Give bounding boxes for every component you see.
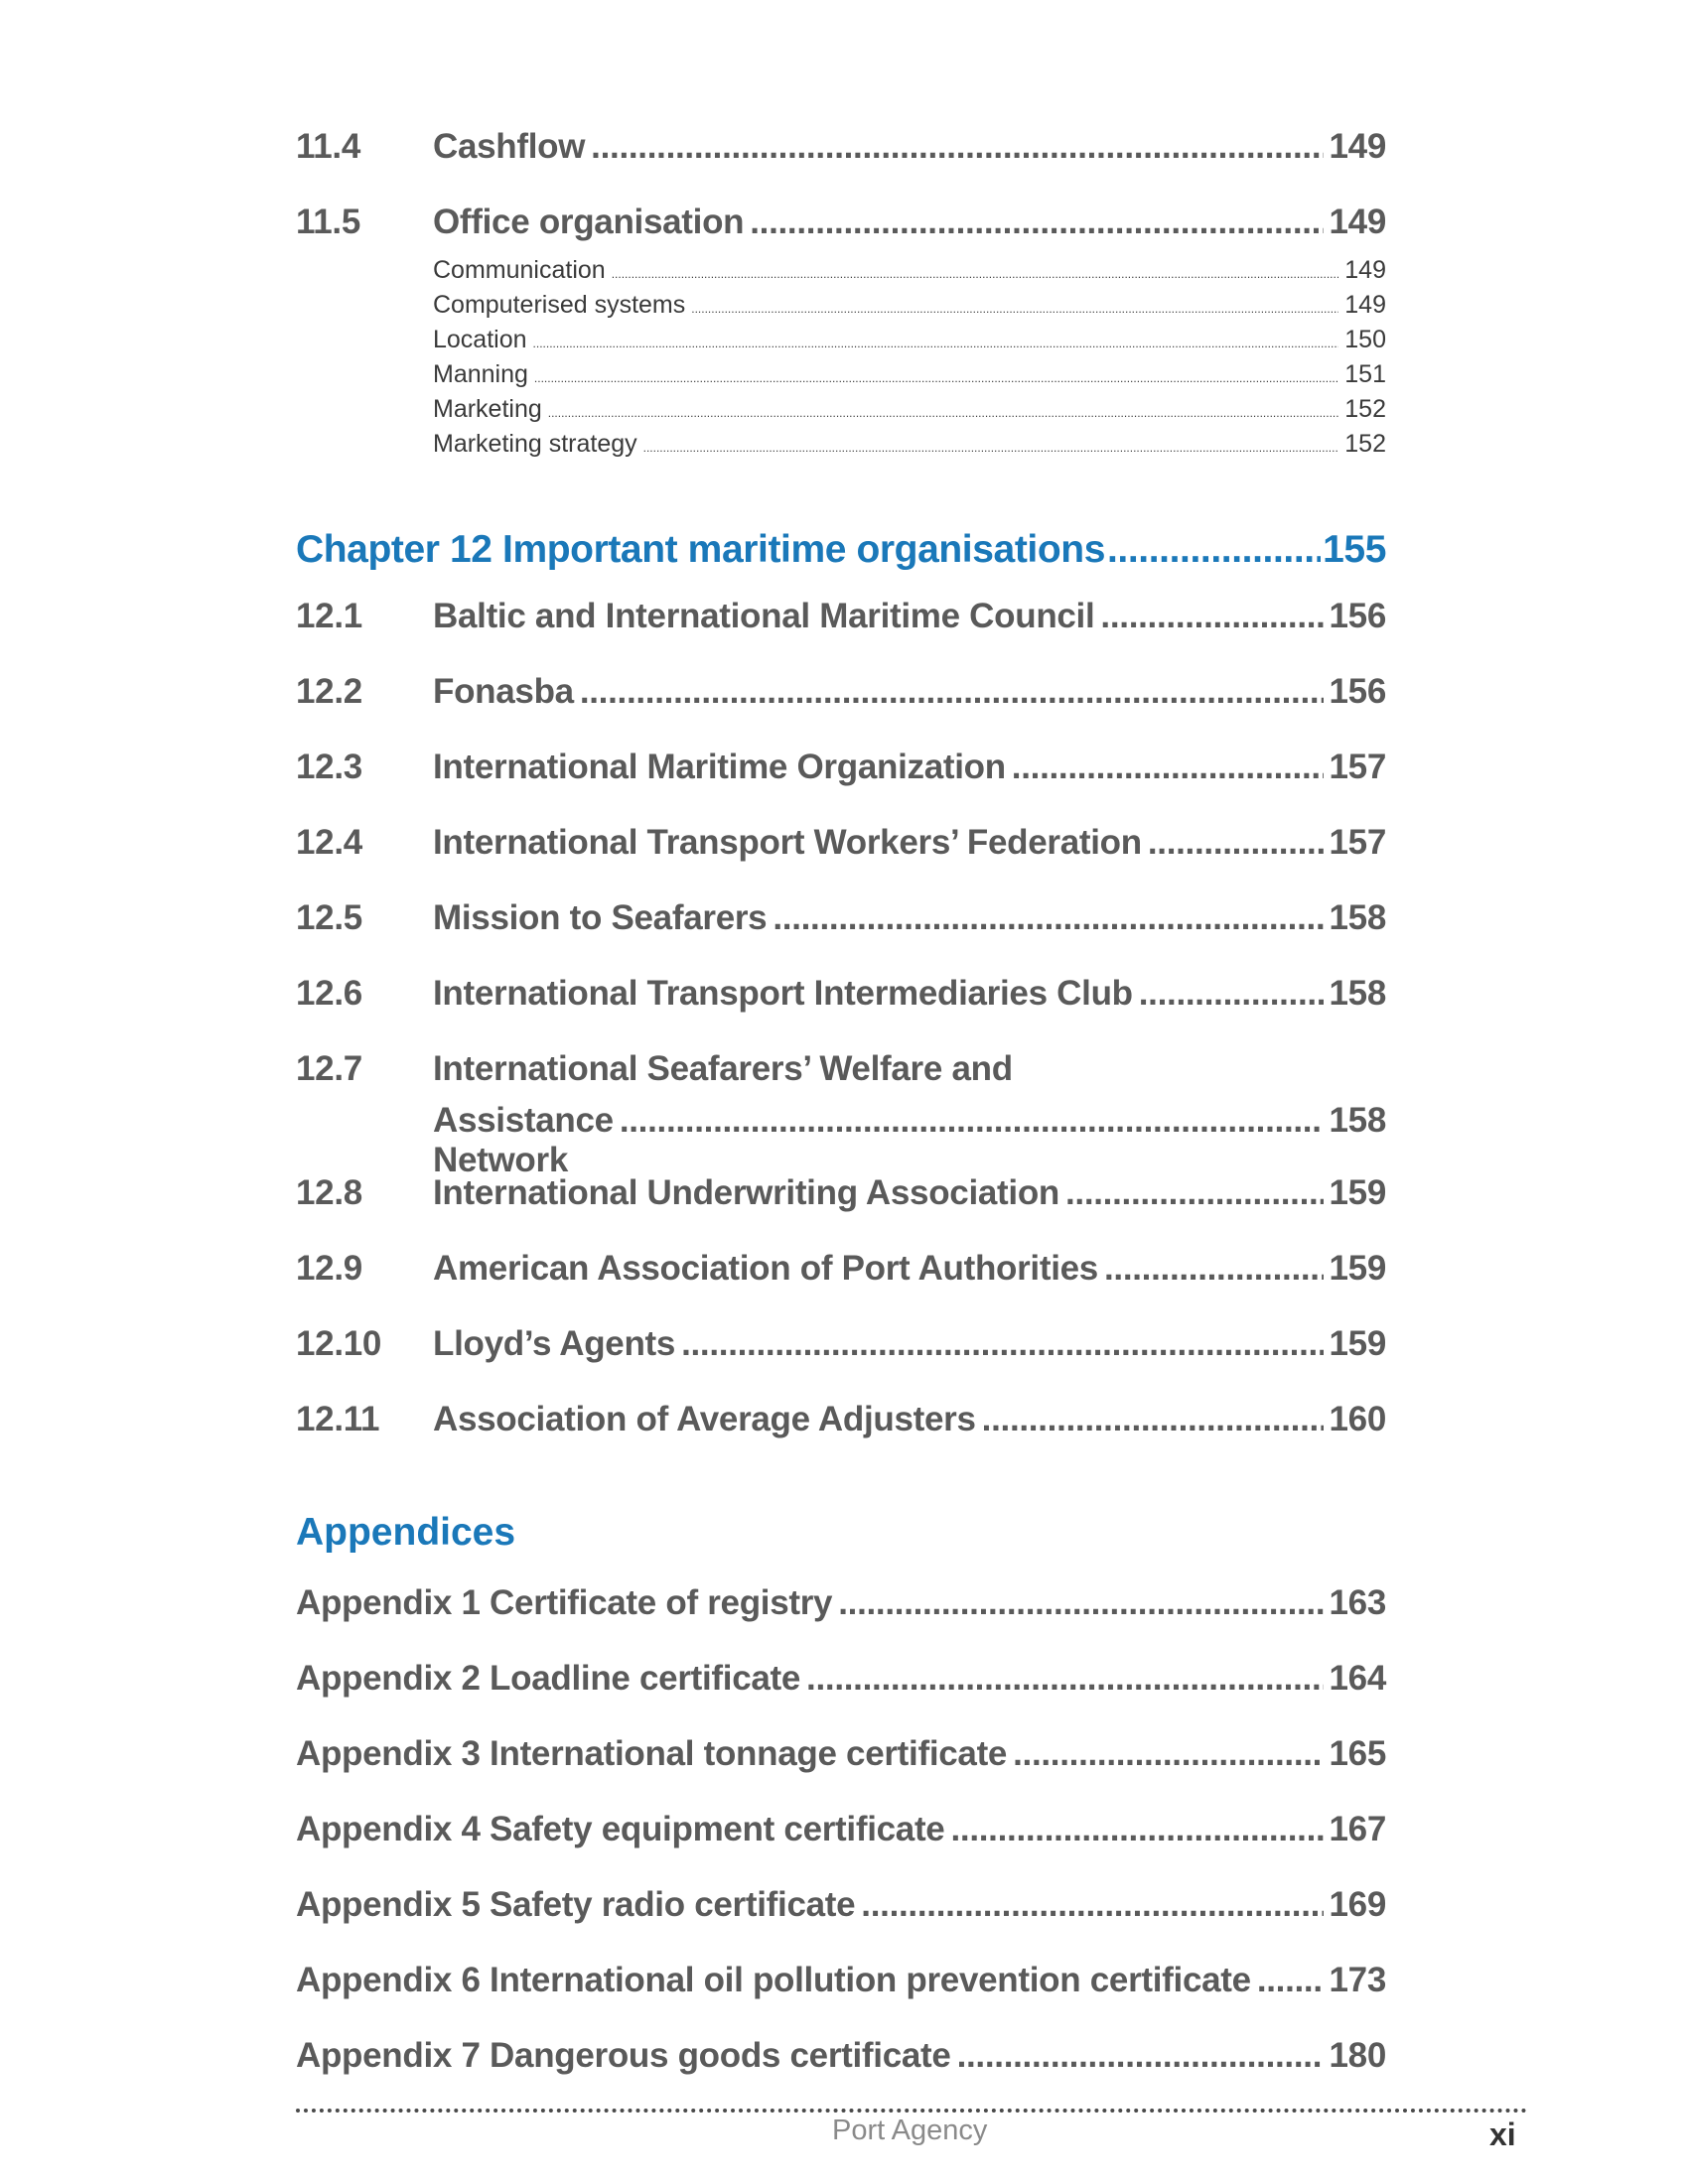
section-number: 12.9	[296, 1249, 362, 1288]
subentry-title: Computerised systems	[433, 291, 686, 319]
toc-appendix-6[interactable]	[296, 1961, 1386, 2000]
dot-leader	[1012, 748, 1324, 787]
toc-subentry-marketing-strategy[interactable]	[433, 430, 1386, 459]
footer-title: Port Agency	[832, 2115, 988, 2146]
section-number: 11.4	[296, 127, 360, 166]
page-number: 159	[1329, 1173, 1386, 1212]
dot-leader	[580, 672, 1324, 712]
page-number: 156	[1329, 597, 1386, 635]
page-number: 159	[1329, 1249, 1386, 1288]
dot-leader	[612, 256, 1339, 285]
section-number: 12.5	[296, 898, 362, 937]
section-title-line2: Assistance Network	[433, 1101, 614, 1179]
subentry-title: Communication	[433, 256, 606, 284]
dot-leader	[950, 1810, 1323, 1849]
page-number: 180	[1329, 2036, 1386, 2075]
section-number: 12.3	[296, 748, 362, 786]
toc-subentry-communication[interactable]	[433, 256, 1386, 285]
dot-leader	[1257, 1961, 1324, 2000]
page-number: 160	[1329, 1400, 1386, 1438]
section-number: 12.11	[296, 1400, 380, 1438]
dot-leader	[1100, 597, 1323, 636]
toc-entry-12-3[interactable]	[296, 748, 1386, 787]
dot-leader	[1139, 974, 1324, 1014]
toc-entry-12-2[interactable]	[296, 672, 1386, 712]
section-title-line1: International Seafarers’ Welfare and	[433, 1049, 1013, 1088]
page-number: 152	[1344, 430, 1386, 458]
subentry-title: Marketing	[433, 395, 542, 423]
appendix-title: Appendix 6 International oil pollution prevention certificate	[296, 1961, 1251, 1999]
section-number: 12.2	[296, 672, 362, 711]
dot-leader	[681, 1324, 1323, 1364]
page-number: 155	[1323, 528, 1386, 571]
dot-leader	[750, 203, 1323, 242]
section-title: Fonasba	[433, 672, 574, 711]
toc-entry-11-5[interactable]	[296, 203, 1386, 242]
page-number: 158	[1329, 898, 1386, 937]
dot-leader	[1065, 1173, 1324, 1213]
footer-page-number: xi	[1489, 2116, 1516, 2152]
section-number: 11.5	[296, 203, 360, 241]
footer-divider	[296, 2109, 1527, 2113]
page-number: 152	[1344, 395, 1386, 423]
toc-entry-12-1[interactable]	[296, 597, 1386, 636]
toc-appendix-1[interactable]	[296, 1583, 1386, 1623]
dot-leader	[806, 1659, 1323, 1699]
section-number: 12.4	[296, 823, 362, 862]
section-title: International Underwriting Association	[433, 1173, 1059, 1212]
section-title: Baltic and International Maritime Council	[433, 597, 1095, 635]
dot-leader	[643, 430, 1339, 459]
page-number: 164	[1329, 1659, 1386, 1698]
page-number: 158	[1329, 1101, 1386, 1140]
page-number: 150	[1344, 326, 1386, 353]
page-number: 159	[1329, 1324, 1386, 1363]
appendix-title: Appendix 1 Certificate of registry	[296, 1583, 833, 1622]
section-title: Association of Average Adjusters	[433, 1400, 976, 1438]
appendices-heading: Appendices	[296, 1511, 516, 1554]
dot-leader	[691, 291, 1338, 320]
appendix-title: Appendix 4 Safety equipment certificate	[296, 1810, 945, 1848]
page-number: 158	[1329, 974, 1386, 1013]
toc-appendix-4[interactable]	[296, 1810, 1386, 1849]
section-number: 12.7	[296, 1049, 362, 1088]
page-number: 165	[1329, 1734, 1386, 1773]
page-number: 149	[1344, 256, 1386, 284]
dot-leader	[838, 1583, 1323, 1623]
page-number: 157	[1329, 823, 1386, 862]
subentry-title: Manning	[433, 360, 528, 388]
page-number: 149	[1329, 203, 1386, 241]
dot-leader	[591, 127, 1323, 167]
toc-entry-12-9[interactable]	[296, 1249, 1386, 1289]
dot-leader	[1148, 823, 1324, 863]
toc-entry-12-11[interactable]	[296, 1400, 1386, 1439]
section-title: International Maritime Organization	[433, 748, 1006, 786]
toc-subentry-manning[interactable]	[433, 360, 1386, 389]
toc-subentry-computerised-systems[interactable]	[433, 291, 1386, 320]
toc-entry-12-7[interactable]	[296, 1049, 1386, 1180]
section-number: 12.10	[296, 1324, 382, 1363]
dot-leader	[1107, 528, 1321, 572]
section-title: Lloyd’s Agents	[433, 1324, 676, 1363]
toc-appendix-5[interactable]	[296, 1885, 1386, 1925]
appendix-title: Appendix 7 Dangerous goods certificate	[296, 2036, 951, 2075]
dot-leader	[548, 395, 1339, 424]
appendix-title: Appendix 2 Loadline certificate	[296, 1659, 801, 1698]
page-number: 151	[1344, 360, 1386, 388]
dot-leader	[1104, 1249, 1324, 1289]
toc-entry-12-6[interactable]	[296, 974, 1386, 1014]
section-number: 12.8	[296, 1173, 362, 1212]
section-title: American Association of Port Authorities	[433, 1249, 1098, 1288]
page-number: 149	[1329, 127, 1386, 166]
page-number: 157	[1329, 748, 1386, 786]
page-number: 163	[1329, 1583, 1386, 1622]
section-number: 12.6	[296, 974, 362, 1013]
chapter-title: Chapter 12 Important maritime organisations	[296, 528, 1105, 571]
dot-leader	[534, 360, 1338, 389]
section-title: Mission to Seafarers	[433, 898, 768, 937]
dot-leader	[957, 2036, 1324, 2076]
toc-appendix-3[interactable]	[296, 1734, 1386, 1774]
toc-entry-11-4[interactable]	[296, 127, 1386, 167]
toc-entry-12-10[interactable]	[296, 1324, 1386, 1364]
page-number: 167	[1329, 1810, 1386, 1848]
toc-chapter-12[interactable]	[296, 528, 1386, 572]
toc-appendix-7[interactable]	[296, 2036, 1386, 2076]
toc-appendix-2[interactable]	[296, 1659, 1386, 1699]
section-title: Cashflow	[433, 127, 586, 166]
toc-subentry-marketing[interactable]	[433, 395, 1386, 424]
page-number: 156	[1329, 672, 1386, 711]
section-title: International Transport Intermediaries Club	[433, 974, 1133, 1013]
page-number: 169	[1329, 1885, 1386, 1924]
toc-entry-12-8[interactable]	[296, 1173, 1386, 1213]
page-number: 173	[1329, 1961, 1386, 1999]
dot-leader	[1013, 1734, 1323, 1774]
subentry-title: Location	[433, 326, 527, 353]
toc-entry-12-5[interactable]	[296, 898, 1386, 938]
appendix-title: Appendix 5 Safety radio certificate	[296, 1885, 856, 1924]
section-number: 12.1	[296, 597, 362, 635]
dot-leader	[533, 326, 1339, 354]
subentry-title: Marketing strategy	[433, 430, 637, 458]
toc-subentry-location[interactable]	[433, 326, 1386, 354]
page-number: 149	[1344, 291, 1386, 319]
dot-leader	[773, 898, 1323, 938]
toc-entry-12-4[interactable]	[296, 823, 1386, 863]
dot-leader	[620, 1101, 1324, 1141]
dot-leader	[982, 1400, 1324, 1439]
appendix-title: Appendix 3 International tonnage certificate	[296, 1734, 1008, 1773]
section-title: Office organisation	[433, 203, 745, 241]
dot-leader	[861, 1885, 1323, 1925]
section-title: International Transport Workers’ Federation	[433, 823, 1142, 862]
